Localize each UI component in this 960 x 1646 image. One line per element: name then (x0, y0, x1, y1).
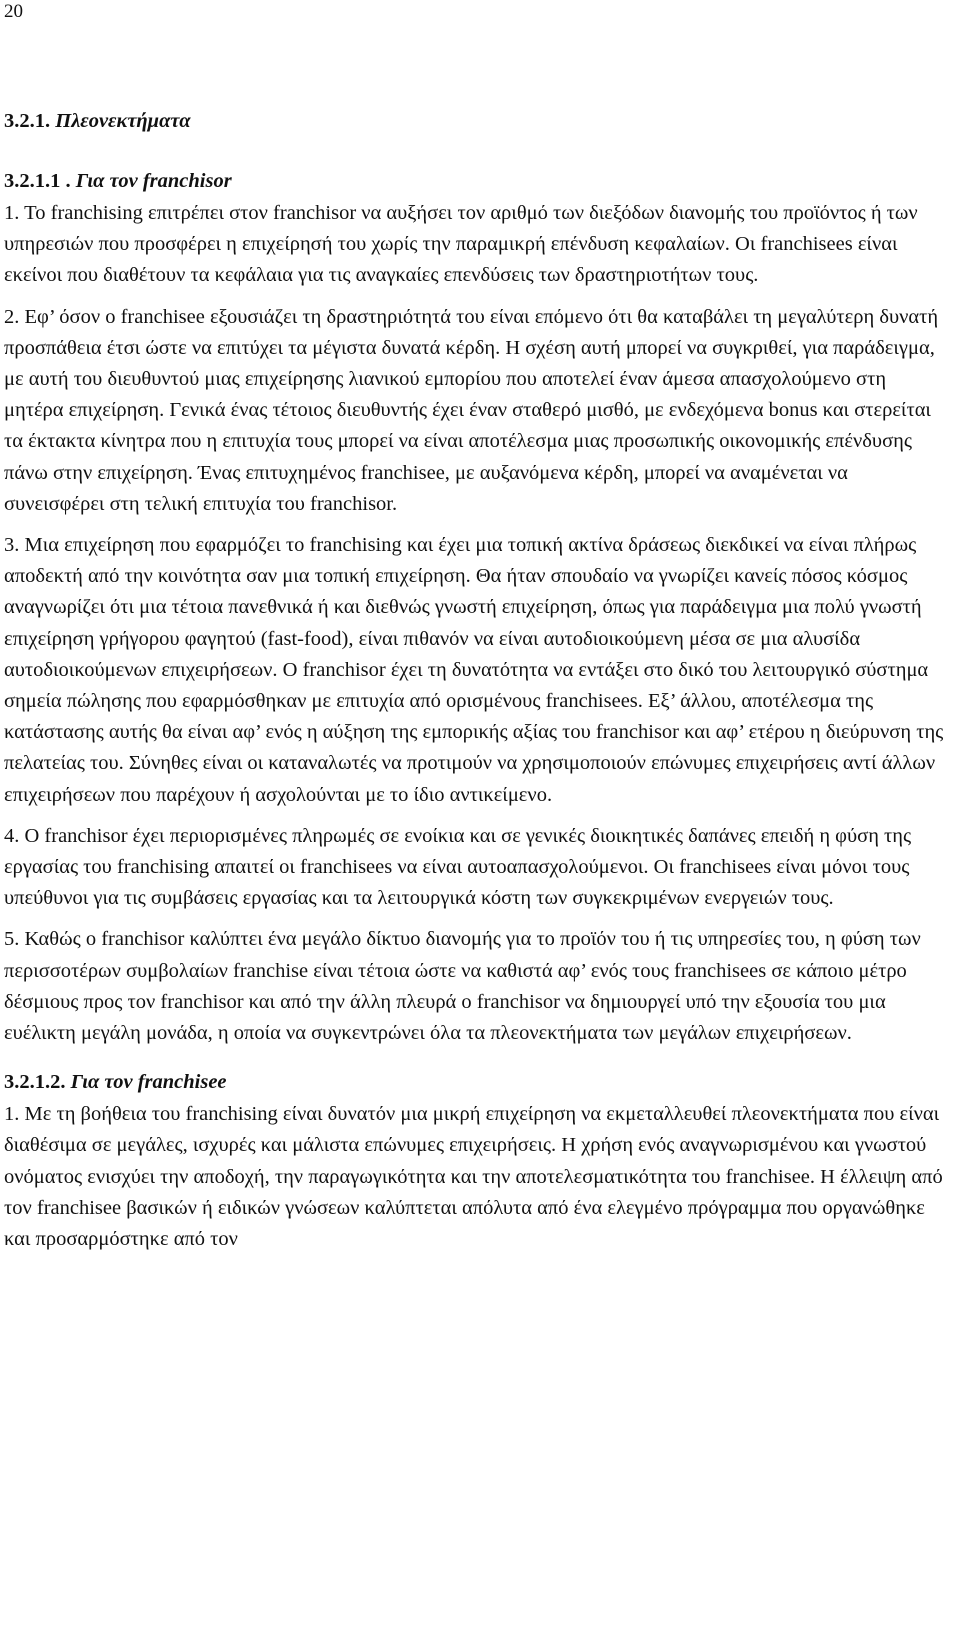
section-title: Πλεονεκτήματα (55, 110, 191, 132)
page-content (4, 104, 944, 1265)
section-number: 3.2.1. (4, 110, 51, 132)
subsection-heading-franchisee (4, 1065, 944, 1099)
paragraph-franchisor-2: 2. Εφ’ όσον ο franchisee εξουσιάζει τη δραστηριότητά του είναι επόμενο ότι θα καταβάλει τη μεγαλύτερη δυνατή προσπάθεια έτσι ώστε να επιτύχει τα μέγιστα δυνατά κέρδη. Η σχέση αυτή μπορεί να συγκριθεί, για παράδειγμα, με αυτή του διευθυντού μιας επιχείρησης λιανικού εμπορίου που αποτελεί έναν άμεσα απασχολούμενο στη μητέρα επιχείρηση. Γενικά ένας τέτοιος διευθυντής έχει έναν σταθερό μισθό, με ενδεχόμενα bonus και στερείται τα έκτακτα κίνητρα που η επιτυχία τους μπορεί να είναι αποτέλεσμα μιας προσωπικής οικονομικής επένδυσης πάνω στην επιχείρηση. Ένας επιτυχημένος franchisee, με αυξανόμενα κέρδη, μπορεί να αναμένεται να συνεισφέρει στη τελική επιτυχία του franchisor. (4, 305, 939, 515)
subsection-number: 3.2.1.1 . (4, 170, 71, 192)
paragraph-franchisor-3: 3. Μια επιχείρηση που εφαρμόζει το franchising και έχει μια τοπική ακτίνα δράσεως διεκδικεί να είναι πλήρως αποδεκτή από την κοινότητα σαν μια τοπική επιχείρηση. Θα ήταν σπουδαίο να γνωρίζει κανείς πόσος κόσμος αναγνωρίζει ότι μια τέτοια πανεθνικά ή και διεθνώς γνωστή επιχείρηση, όπως για παράδειγμα μια πολύ γνωστή επιχείρηση γρήγορου φαγητού (fast-food), είναι πιθανόν να είναι αυτοδιοικούμενη μέσα σε μια αλυσίδα αυτοδιοικούμενων επιχειρήσεων. Ο franchisor έχει τη δυνατότητα να εντάξει στο δικό του λειτουργικό σύστημα σημεία πώλησης που εφαρμόσθηκαν με επιτυχία από ορισμένους franchisees. Εξ’ άλλου, αποτέλεσμα της κατάστασης αυτής θα είναι αφ’ ενός η αύξηση της εμπορικής αξίας του franchisor και αφ’ ετέρου η διεύρυνση της πελατείας του. Σύνηθες είναι οι καταναλωτές να προτιμούν να χρησιμοποιούν επώνυμες επιχειρήσεις αντί άλλων επιχειρήσεων που παρέχουν ή ασχολούνται με το ίδιο αντικείμενο. (4, 534, 944, 806)
subsection-title: Για τον franchisor (75, 170, 232, 192)
subsection-heading-franchisor (4, 164, 944, 198)
subsection-title: Για τον franchisee (70, 1071, 227, 1094)
paragraph-franchisor-4: 4. Ο franchisor έχει περιορισμένες πληρωμές σε ενοίκια και σε γενικές διοικητικές δαπάνες επειδή η φύση της εργασίας του franchising απαιτεί οι franchisees να είναι αυτοαπασχολούμενοι. Οι franchisees είναι μόνοι τους υπεύθυνοι για τις συμβάσεις εργασίας και τα λειτουργικά κόστη των συγκεκριμένων ενεργειών τους. (4, 824, 912, 910)
page-number: 20 (4, 1, 23, 22)
paragraph-franchisor-5: 5. Καθώς ο franchisor καλύπτει ένα μεγάλο δίκτυο διανομής για το προϊόν του ή τις υπηρεσίες του, η φύση των περισσοτέρων συμβολαίων franchise είναι τέτοια ώστε να καθιστά αφ’ ενός τους franchisees σε κάποιο μέτρο δέσμιους προς τον franchisor και από την άλλη πλευρά ο franchisor να δημιουργεί υπό την εξουσία του μια ευέλικτη μεγάλη μονάδα, η οποία να συγκεντρώνει όλα τα πλεονεκτήματα των μεγάλων επιχειρήσεων. (4, 928, 921, 1045)
paragraph-franchisor-1: 1. Το franchising επιτρέπει στον franchisor να αυξήσει τον αριθμό των διεξόδων διανομής του προϊόντος ή των υπηρεσιών που προσφέρει η επιχείρησή του χωρίς την παραμικρή επένδυση κεφαλαίων. Οι franchisees είναι εκείνοι που διαθέτουν τα κεφάλαια για τις αναγκαίες επενδύσεις των δραστηριοτήτων τους. (4, 202, 918, 287)
section-heading (4, 104, 944, 138)
subsection-number: 3.2.1.2. (4, 1071, 66, 1094)
paragraph-franchisee-1: 1. Με τη βοήθεια του franchising είναι δυνατόν μια μικρή επιχείρηση να εκμεταλλευθεί πλεονεκτήματα που είναι διαθέσιμα σε μεγάλες, ισχυρές και μάλιστα επώνυμες επιχειρήσεις. Η χρήση ενός αναγνωρισμένου και γνωστού ονόματος ενισχύει την αποδοχή, την παραγωγικότητα και την αποτελεσματικότητα του franchisee. Η έλλειψη από τον franchisee βασικών ή ειδικών γνώσεων καλύπτεται απόλυτα από ένα ελεγμένο πρόγραμμα που οργανώθηκε και προσαρμόστηκε από τον (4, 1103, 943, 1251)
